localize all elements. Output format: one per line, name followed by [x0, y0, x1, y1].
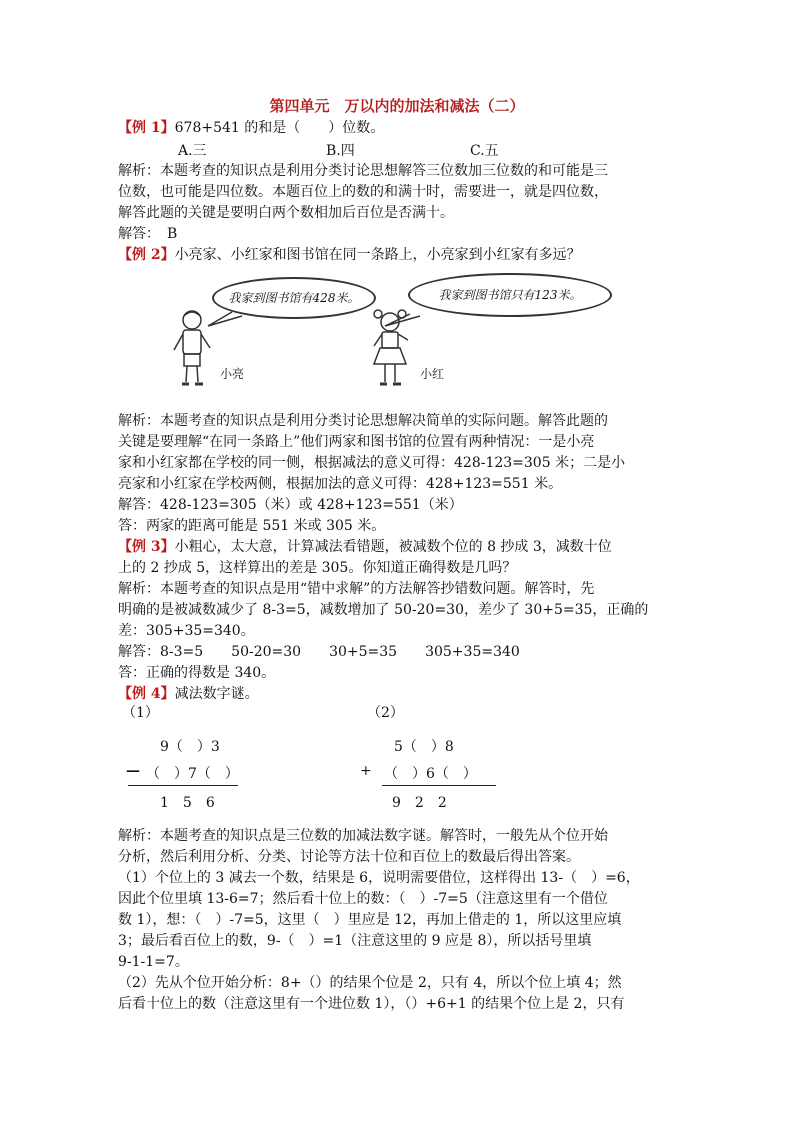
ex1-option-b: B.四 — [326, 143, 355, 159]
ex3-question-line: 上的 2 抄成 5，这样算出的差是 305。你知道正确得数是几吗？ — [118, 560, 517, 576]
ex4-analysis-line: 解析：本题考查的知识点是三位数的加减法数字谜。解答时，一般先从个位开始 — [118, 828, 608, 844]
speech-bubble-right: 我家到图书馆只有123米。 — [408, 273, 612, 317]
puzzle1-label: （1） — [122, 705, 159, 721]
ex2-question-text: 小亮家、小红家和图书馆在同一条路上，小亮家到小红家有多远？ — [174, 247, 581, 263]
puzzle1-operator: — — [126, 763, 140, 779]
ex4-analysis-line: 后看十位上的数（注意这里有一个进位数 1），（）+6+1 的结果个位上是 2，只有 — [118, 996, 625, 1012]
ex3-question — [118, 536, 678, 558]
puzzle1-row1: 9（ ）3 — [160, 739, 220, 755]
ex3-tag: 【例 3】 — [118, 539, 175, 555]
ex1-analysis-line: 解答此题的关键是要明白两个数相加后百位是否满十。 — [118, 205, 454, 221]
ex1-question-text: 678+541 的和是（ ）位数。 — [174, 120, 385, 136]
ex3-answer: 解答：8-3=5 50-20=30 30+5=35 305+35=340 — [118, 644, 520, 660]
ex4-tag: 【例 4】 — [118, 686, 175, 702]
speech-bubble-left: 我家到图书馆有428米。 — [212, 277, 376, 319]
ex1-option-a: A.三 — [178, 143, 207, 159]
ex4-analysis-line: 因此个位里填 13-6=7；然后看十位上的数：（ ）-7=5（注意这里有一个借位 — [118, 891, 608, 907]
ex4-analysis-line: 3；最后看百位上的数，9-（ ）=1（注意这里的 9 应是 8），所以括号里填 — [118, 933, 592, 949]
ex1-tag: 【例 1】 — [118, 120, 175, 136]
ex1-option-c: C.五 — [470, 143, 499, 159]
ex4-analysis-line: 分析，然后利用分析、分类、讨论等方法十位和百位上的数最后得出答案。 — [118, 849, 580, 865]
puzzle2-operator: + — [360, 763, 372, 779]
ex3-analysis-line: 差：305+35=340。 — [118, 623, 255, 639]
puzzle2-row2: （ ）6（ ） — [384, 766, 477, 782]
ex4-question-text: 减法数字谜。 — [174, 686, 259, 702]
ex2-question — [118, 244, 678, 266]
ex3-analysis-line: 明确的是被减数减少了 8-3=5，减数增加了 50-20=30，差少了 30+5=35，正确的 — [118, 602, 649, 618]
ex1-question — [118, 117, 678, 139]
ex2-analysis-line: 亮家和小红家在学校两侧，根据加法的意义可得：428+123=551 米。 — [118, 476, 563, 492]
ex2-reply: 答：两家的距离可能是 551 米或 305 米。 — [118, 518, 386, 534]
illustration-figures — [170, 300, 430, 400]
ex2-tag: 【例 2】 — [118, 247, 175, 263]
puzzle1-rule — [128, 785, 238, 786]
ex1-answer: 解答： B — [118, 226, 178, 242]
ex4-analysis-line: 9-1-1=7。 — [118, 954, 189, 970]
ex4-analysis-line: （1）个位上的 3 减去一个数，结果是 6，说明需要借位，这样得出 13-（ ）=6， — [118, 870, 640, 886]
ex4-analysis-line: （2）先从个位开始分析：8+（）的结果个位是 2，只有 4，所以个位上填 4；然 — [118, 975, 622, 991]
ex1-analysis-line: 位数，也可能是四位数。本题百位上的数的和满十时，需要进一，就是四位数， — [118, 184, 608, 200]
name-xiaoliang: 小亮 — [220, 367, 245, 381]
puzzle2-row1: 5（ ）8 — [394, 739, 454, 755]
puzzle2-rule — [382, 785, 496, 786]
puzzle2-label: （2） — [367, 705, 404, 721]
boy-figure — [174, 311, 210, 384]
puzzle2-result: 9 2 2 — [392, 795, 447, 811]
ex2-analysis-line: 关键是要理解“在同一条路上”他们两家和图书馆的位置有两种情况：一是小亮 — [118, 434, 595, 450]
page-title: 第四单元 万以内的加法和减法（二） — [269, 97, 525, 115]
ex2-analysis-line: 家和小红家都在学校的同一侧，根据减法的意义可得：428-123=305 米；二是小 — [118, 455, 626, 471]
puzzle1-row2: （ ）7（ ） — [146, 766, 239, 782]
ex3-question-text: 小粗心，太大意，计算减法看错题，被减数个位的 8 抄成 3，减数十位 — [174, 539, 612, 555]
ex3-analysis-line: 解析：本题考查的知识点是用“错中求解”的方法解答抄错数问题。解答时，先 — [118, 581, 595, 597]
ex2-answer: 解答：428-123=305（米）或 428+123=551（米） — [118, 497, 463, 513]
name-xiaohong: 小红 — [420, 367, 445, 381]
ex3-reply: 答：正确的得数是 340。 — [118, 665, 276, 681]
ex2-analysis-line: 解析：本题考查的知识点是利用分类讨论思想解决简单的实际问题。解答此题的 — [118, 413, 608, 429]
ex1-analysis-line: 解析：本题考查的知识点是利用分类讨论思想解答三位数加三位数的和可能是三 — [118, 163, 608, 179]
puzzle1-result: 1 5 6 — [160, 795, 215, 811]
ex4-analysis-line: 数 1），想：（ ）-7=5，这里（ ）里应是 12，再加上借走的 1，所以这里应填 — [118, 912, 622, 928]
